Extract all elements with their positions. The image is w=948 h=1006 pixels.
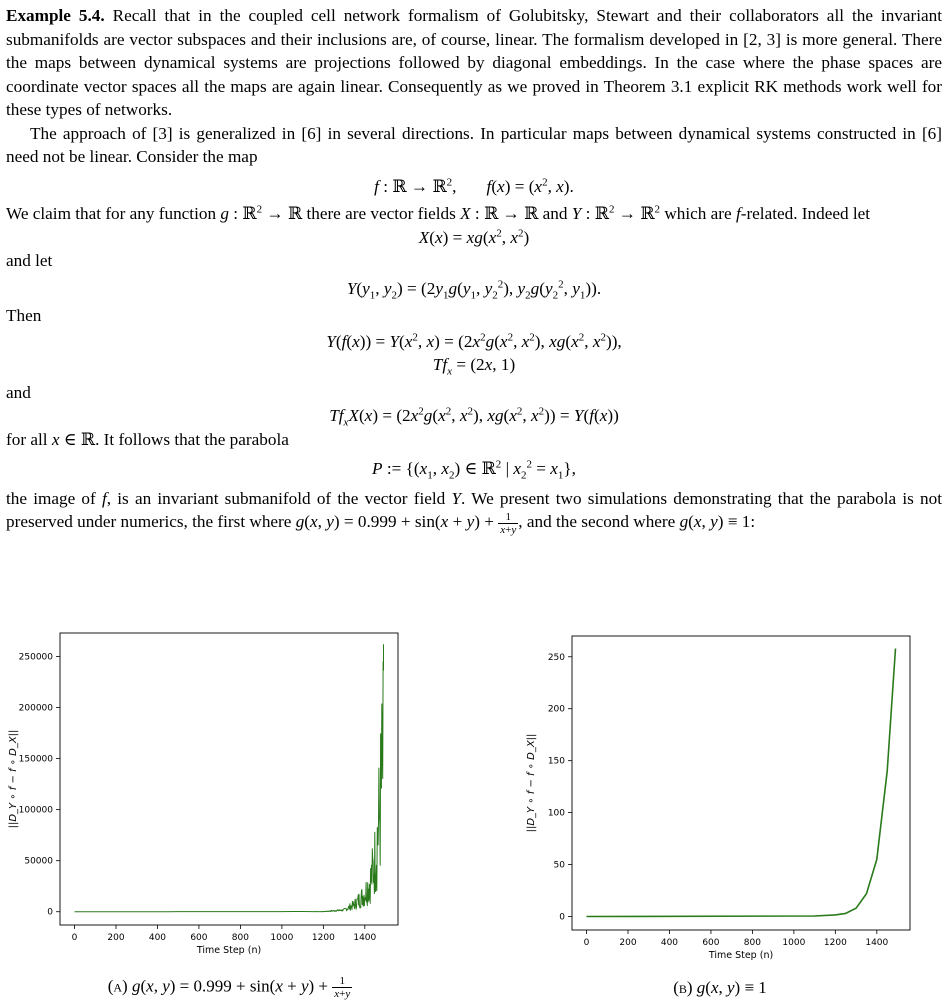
- x-tick-label: 800: [231, 933, 249, 943]
- paper-text: [6, 4, 942, 536]
- x-axis-label: Time Step (n): [196, 945, 262, 956]
- y-tick-label: 150000: [18, 754, 53, 765]
- text-second-where: the second where: [555, 512, 676, 531]
- plot-frame: [572, 636, 910, 930]
- y-tick-label: 150: [547, 756, 565, 767]
- x-tick-label: 400: [148, 933, 167, 943]
- x-tick-label: 200: [619, 938, 637, 948]
- equation-y: $Y(y_1$, $y_2) = (2y_1g(y_1$, $y_2^2$), $y_2g(y_2^2$, $y_1$)).: [346, 277, 602, 301]
- y-tick-label: 250: [547, 652, 565, 663]
- figure-b-chart: [500, 625, 920, 965]
- text-then: Then: [6, 306, 42, 325]
- x-tick-label: 1400: [865, 938, 889, 948]
- y-tick-label: 200: [547, 704, 565, 715]
- x-tick-label: 400: [660, 938, 679, 948]
- x-tick-label: 1400: [353, 933, 377, 943]
- equation-yfx: $Y(f(x)) = Y(x^2$, $x) = (2x^2g(x^2$, $x^2$), $xg(x^2$, $x^2$)),: [326, 330, 622, 351]
- y-tick-label: 0: [47, 907, 53, 918]
- plot-frame: [60, 633, 398, 925]
- x-tick-label: 0: [583, 938, 590, 948]
- y-tick-label: 200000: [18, 703, 53, 714]
- x-tick-label: 1200: [311, 933, 335, 943]
- paragraph-1-body: Recall that in the coupled cell network formalism of Golubitsky, Stewart and their collaborators all the invariant submanifolds are vector subspaces and their inclusions are, of course, linear. The formalism developed in [2, 3] is more general. There the maps between dynamical systems are projections followed by diagonal embeddings. In the case where the phase spaces are coordinate vector spaces all the maps are again linear. Consequently as we proved in Theorem 3.1 explicit RK methods work well for these types of networks.: [6, 6, 943, 119]
- y-axis-label: ||D_Y ∘ f − f ∘ D_X||: [8, 729, 19, 829]
- x-tick-label: 1000: [782, 938, 806, 948]
- x-tick-label: 0: [71, 933, 78, 943]
- series-line: [587, 649, 896, 917]
- x-tick-label: 200: [107, 933, 125, 943]
- paragraph-2: The approach of [3] is generalized in [6] in several directions. In particular maps between dynamical systems constructed in [6] need not be linear. Consider the map: [6, 123, 942, 166]
- y-tick-label: 0: [559, 912, 565, 923]
- x-tick-label: 1200: [823, 938, 847, 948]
- equation-tf: $Tf_x = (2x$, 1): [432, 355, 516, 378]
- paragraph-image: the image of f, is an invariant submanifold of the vector field Y. We present two simulations demonstrating that the parabola is not preserved under numerics, the first where g(x, y) = 0.999 + sin(x + y) + $\frac{1}{x+y}$ , and the second where g(x, y) ≡ 1:: [6, 488, 943, 536]
- equation-tfx: $Tf_xX(x) = (2x^2g(x^2$, $x^2$), $xg(x^2$, $x^2)) = Y(f(x))$: [329, 405, 619, 429]
- x-tick-label: 600: [190, 933, 208, 943]
- text-and: and: [6, 382, 31, 402]
- series-line: [75, 644, 384, 912]
- paragraph-1: [6, 4, 942, 122]
- y-tick-label: 100000: [18, 805, 53, 816]
- x-tick-label: 800: [743, 938, 761, 948]
- x-axis-label: Time Step (n): [708, 950, 774, 961]
- text-for-all: for all x ∈ ℝ. It follows that the parabola: [6, 429, 289, 449]
- x-tick-label: 1000: [270, 933, 294, 943]
- y-tick-label: 100: [547, 808, 565, 819]
- y-tick-label: 250000: [18, 652, 53, 663]
- equation-map: f : ℝ → ℝ$^2$, $f(x) = (x^2$, x).: [374, 175, 574, 196]
- figure-a-caption: (a) g(x, y) = 0.999 + sin(x + y) + $\frac{1}{x+y}$: [107, 975, 351, 1000]
- y-tick-label: 50000: [24, 856, 53, 867]
- y-axis-label: ||D_Y ∘ f − f ∘ D_X||: [526, 733, 537, 833]
- x-tick-label: 600: [702, 938, 720, 948]
- caption-a-label: (a): [107, 976, 128, 996]
- example-label: Example 5.4.: [6, 6, 105, 25]
- equation-parabola: P := {($x_1$, $x_2$) ∈ ℝ$^2$ | $x_2^2 = x_1$},: [372, 458, 576, 482]
- equation-x: $X(x) = xg(x^2$, $x^2$): [418, 226, 530, 247]
- text-and-let: and let: [6, 251, 53, 270]
- y-tick-label: 50: [553, 860, 565, 871]
- paragraph-claim: We claim that for any function g : ℝ$^2$ → ℝ there are vector fields X : ℝ → ℝ and Y : ℝ$^2$ → ℝ$^2$ which are f-related. Indeed let: [6, 203, 871, 223]
- figure-b-caption: (b) g(x, y) ≡ 1: [673, 978, 767, 997]
- caption-b-label: (b): [673, 978, 693, 997]
- figure-a-chart: [0, 625, 420, 965]
